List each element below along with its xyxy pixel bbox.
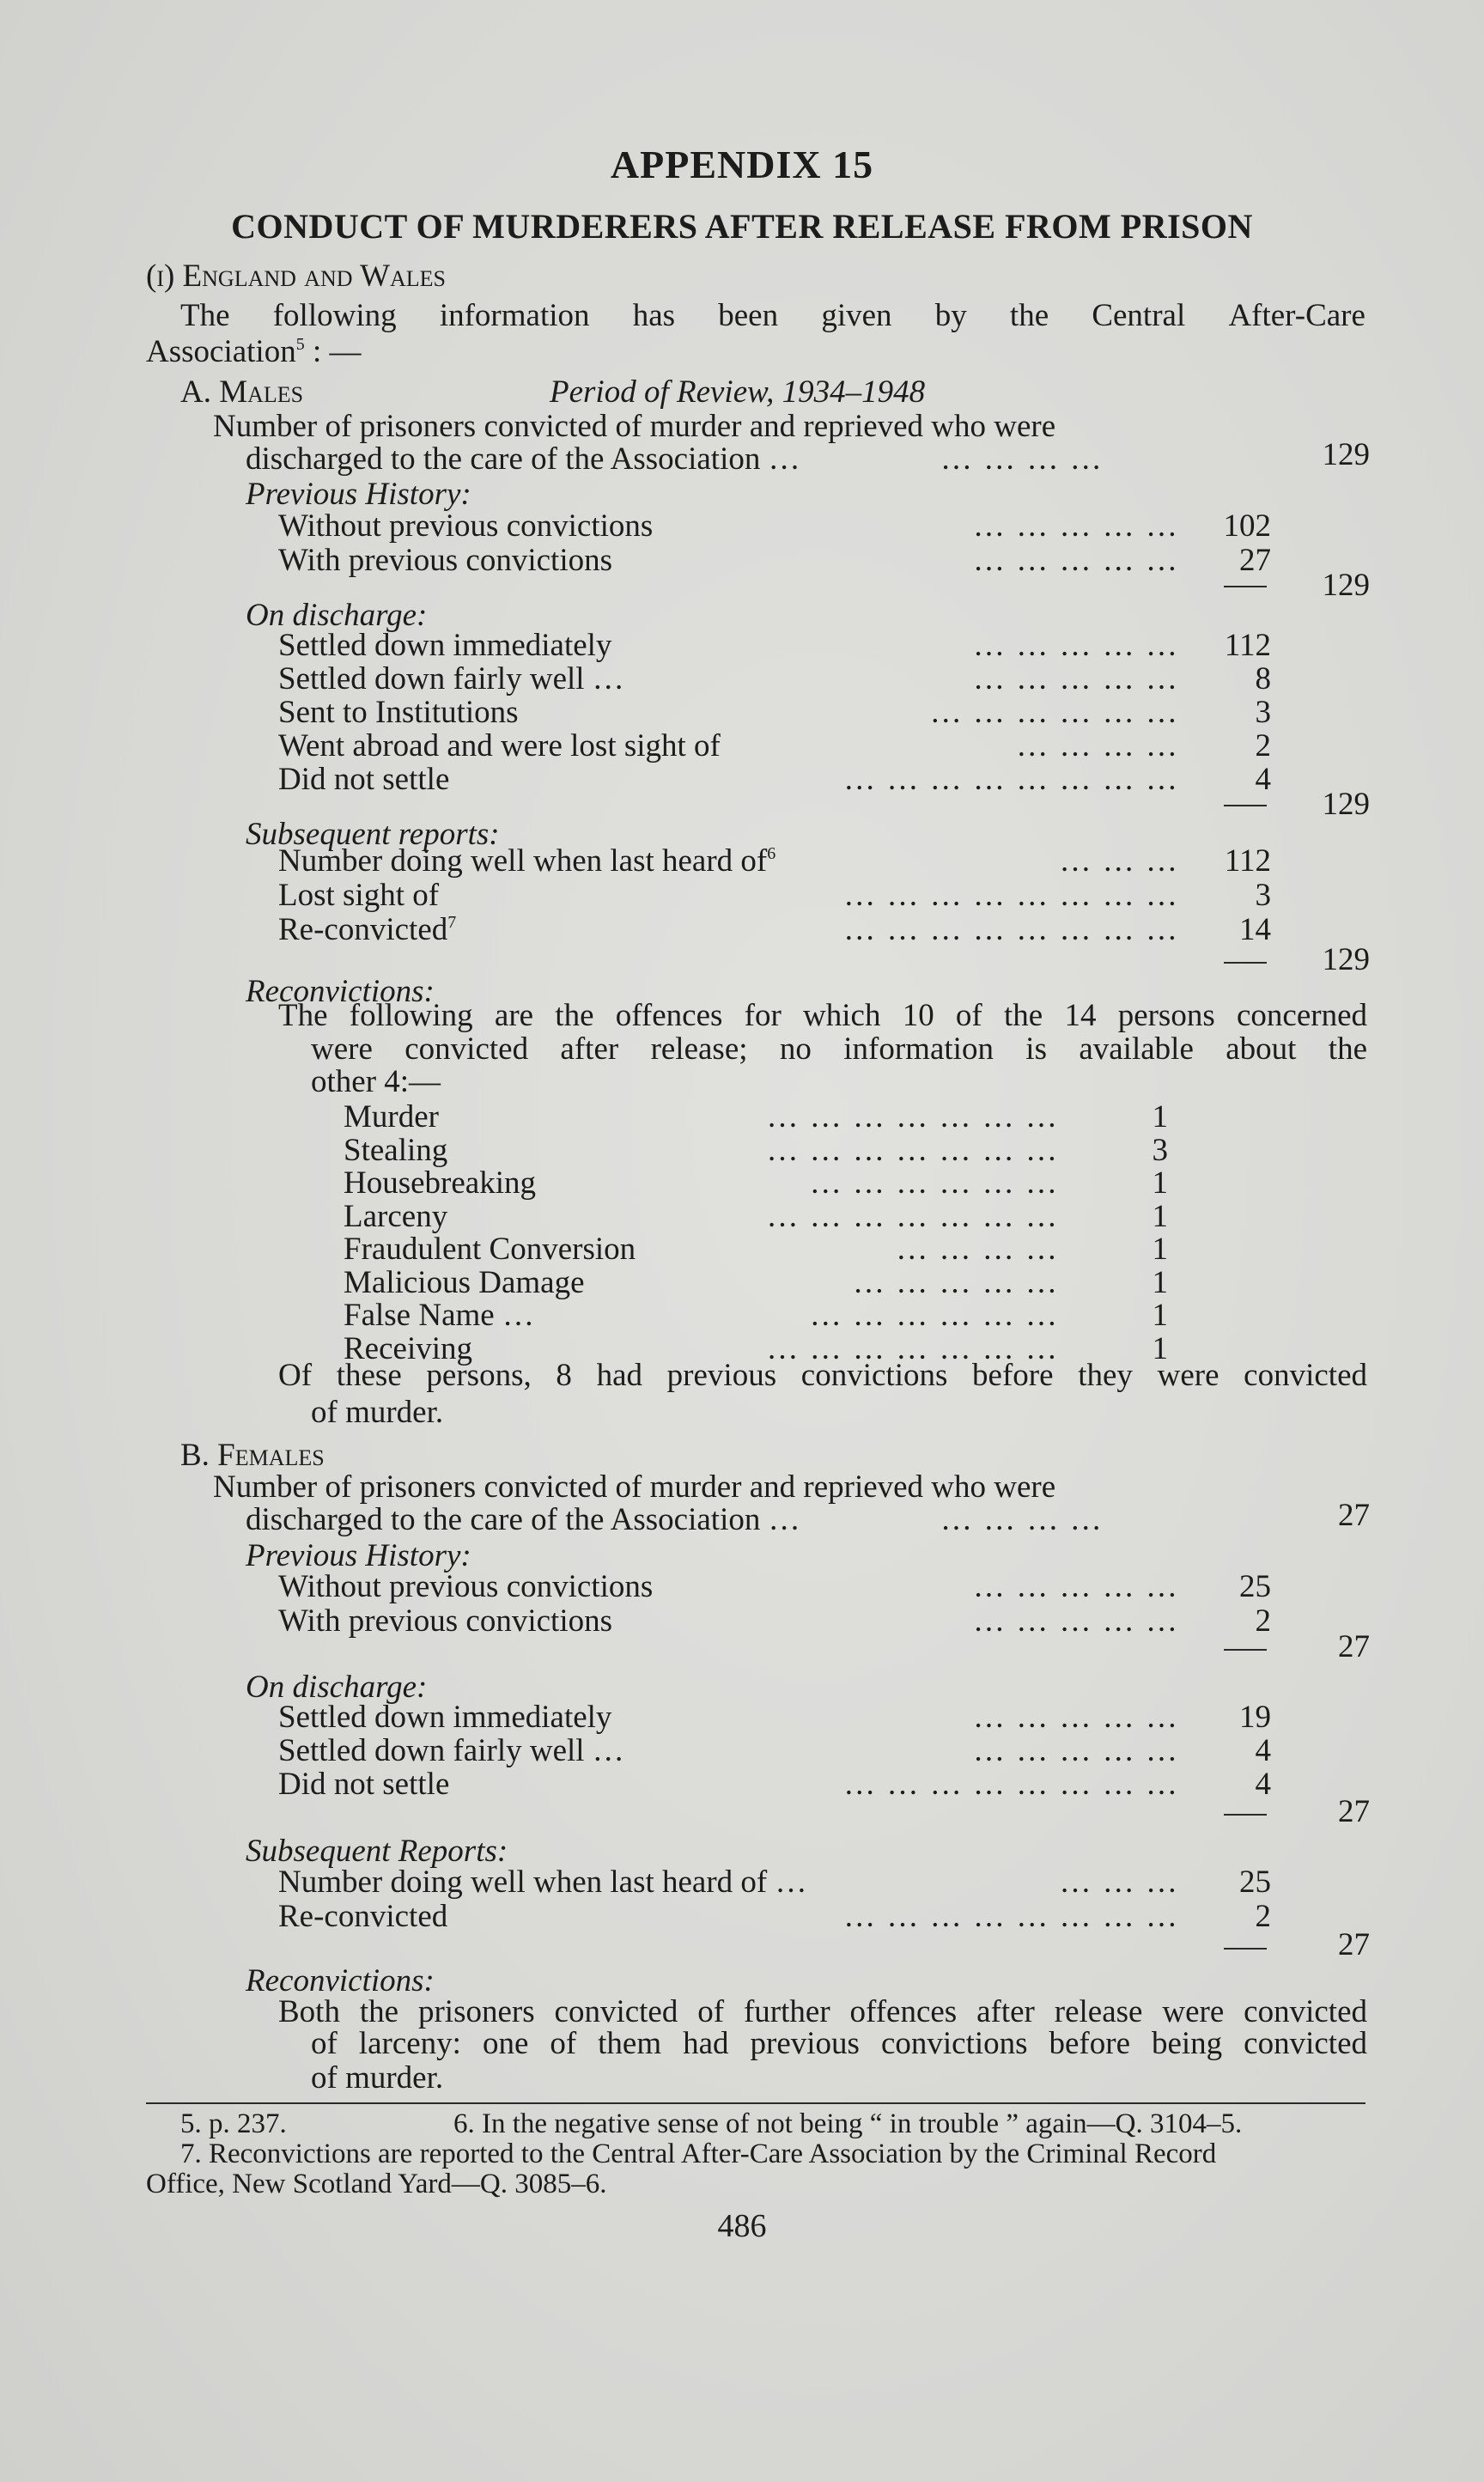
row-value: 4 [1255,1767,1271,1802]
subtotal-rule [1224,1649,1267,1651]
row-value: 8 [1255,661,1271,697]
dot-leader: … … … … … … … … [843,912,1179,947]
males-intro-line-1: Number of prisoners convicted of murder and reprieved who were [213,409,1056,444]
row-value: 4 [1255,1733,1271,1768]
females-reconvictions-text-3: of murder. [311,2060,444,2096]
dot-leader: … … … … … [973,1700,1179,1735]
males-subsequent-reports-total: 129 [1322,942,1370,977]
dot-leader: … … … … … [973,1569,1179,1604]
dot-leader: … … … … … [973,628,1179,663]
row-label [278,1700,611,1735]
dot-leader: … … … [1059,843,1179,879]
males-previous-history-total: 129 [1322,568,1370,603]
row-value: 19 [1239,1700,1271,1735]
dot-leader: … … … … … … … … [843,1899,1179,1934]
intro-word: the [1009,298,1049,333]
dot-leader: … … … … [896,1232,1059,1267]
row-label [344,1166,536,1201]
row-label [278,1865,807,1900]
males-on-discharge-total: 129 [1322,787,1370,822]
row-label [278,509,653,544]
row-label-text: Sent to Institutions [278,695,519,730]
subtotal-rule [1224,1814,1267,1816]
dot-leader: … … … … [940,1502,1104,1537]
row-label [344,1134,447,1168]
row-label [344,1232,636,1267]
row-value: 1 [1152,1198,1168,1234]
footnote-ref: 7 [447,913,457,932]
dot-leader: … … … … … … [929,695,1179,730]
row-value: 1 [1152,1298,1168,1333]
females-reconvictions-label: Reconvictions: [246,1963,435,1998]
dot-leader: … … … … … … … [766,1330,1059,1366]
males-reconvictions-text-1: The following are the offences for which 10 of the 14 persons concerned [278,998,1367,1033]
subtotal-rule [1224,805,1267,806]
males-reconvictions-closing-1: Of these persons, 8 had previous convictions before they were convicted [278,1358,1367,1393]
dot-leader: … … … … … … [809,1165,1059,1201]
row-value: 1 [1152,1165,1168,1201]
males-reconvictions-label: Reconvictions: [246,974,435,1009]
males-reconvictions-closing-2: of murder. [311,1395,444,1430]
dot-leader: … … … … … [973,508,1179,544]
row-label-text: Without previous convictions [278,1569,654,1604]
section-label: (i) England and Wales [146,259,446,294]
row-value: 102 [1223,508,1271,544]
males-heading: A. Males [180,374,304,410]
females-total: 27 [1338,1498,1370,1533]
page-subtitle: CONDUCT OF MURDERERS AFTER RELEASE FROM PRISON [231,207,1253,246]
row-label-text: Did not settle [278,762,450,797]
row-label-text: Stealing [344,1132,448,1168]
row-label [278,913,456,947]
row-label [278,1900,447,1934]
dot-leader: … … … [1059,1865,1179,1900]
row-label [278,879,439,913]
row-value: 3 [1255,878,1271,913]
males-previous-history-label: Previous History: [246,477,471,512]
row-label-text: With previous convictions [278,1603,613,1639]
row-label-text: Settled down immediately [278,628,612,663]
females-subsequent-reports-total: 27 [1338,1927,1370,1962]
row-label [278,1570,653,1604]
row-value: 3 [1152,1132,1168,1168]
row-label-text: False Name … [344,1298,534,1333]
females-previous-history-total: 27 [1338,1629,1370,1664]
row-value: 112 [1224,843,1271,879]
row-label-text: Housebreaking [344,1165,536,1201]
males-on-discharge-label: On discharge: [246,598,428,633]
subtotal-rule [1224,962,1267,964]
row-label-text: Re-convicted [278,912,448,947]
row-label-text: Settled down fairly well … [278,661,624,697]
row-value: 1 [1152,1330,1168,1366]
row-label [278,1767,449,1802]
row-label [344,1200,447,1234]
row-value: 112 [1224,628,1271,663]
row-value: 1 [1152,1232,1168,1267]
row-label-text: Number doing well when last heard of [278,843,768,879]
row-label-text: With previous convictions [278,543,613,578]
footnote-ref: 6 [767,844,776,863]
females-intro-line-1: Number of prisoners convicted of murder and reprieved who were [213,1469,1056,1505]
footnote-7-line-2: Office, New Scotland Yard—Q. 3085–6. [146,2169,607,2199]
females-on-discharge-label: On discharge: [246,1670,428,1705]
females-on-discharge-total: 27 [1338,1794,1370,1829]
row-value: 2 [1255,1899,1271,1934]
row-value: 2 [1255,728,1271,763]
males-subsequent-reports-label: Subsequent reports: [246,817,500,852]
dot-leader: … … … … … … … … [843,762,1179,797]
row-label-text: Re-convicted [278,1899,448,1934]
row-label-text: Went abroad and were lost sight of [278,728,721,763]
row-label [278,544,612,578]
dot-leader: … … … … … [973,543,1179,578]
dot-leader: … … … … [940,441,1104,477]
row-label-text: Larceny [344,1198,448,1234]
females-reconvictions-text-1: Both the prisoners convicted of further offences after release were convicted [278,1994,1367,2029]
page-number: 486 [717,2208,767,2244]
row-label [344,1100,439,1135]
dot-leader: … … … … … [973,1603,1179,1639]
intro-line-2: Association$^5$ : — [146,334,362,369]
dot-leader: … … … … … … … … [843,1767,1179,1802]
males-period: Period of Review, 1934–1948 [550,374,926,410]
footnote-5: 5. p. 237. [180,2108,287,2139]
row-label-text: Receiving [344,1330,473,1366]
dot-leader: … … … … [1016,728,1179,763]
row-label [278,1604,612,1639]
row-label [278,763,449,797]
intro-word: has [632,298,676,333]
row-label-text: Lost sight of [278,878,440,913]
intro-word: been [718,298,779,333]
row-value: 1 [1152,1264,1168,1300]
females-reconvictions-text-2: of larceny: one of them had previous convictions before being convicted [311,2026,1367,2061]
subtotal-rule [1224,1948,1267,1950]
row-value: 1 [1152,1099,1168,1135]
intro-word: given [821,298,892,333]
row-value: 14 [1239,912,1271,947]
intro-word: Central [1092,298,1186,333]
row-label-text: Without previous convictions [278,508,654,544]
dot-leader: … … … … … [853,1264,1059,1300]
footnote-rule [146,2102,1365,2104]
row-label-text: Settled down fairly well … [278,1733,624,1768]
subtotal-rule [1224,586,1267,587]
row-label-text: Murder [344,1099,439,1135]
dot-leader: … … … … … … … [766,1198,1059,1234]
page-title: APPENDIX 15 [610,143,874,186]
row-label-text: Fraudulent Conversion [344,1232,636,1267]
dot-leader: … … … … … … [809,1298,1059,1333]
row-label-text: Number doing well when last heard of … [278,1865,807,1900]
males-reconvictions-text-2: were convicted after release; no information is available about the [311,1031,1367,1067]
row-value: 25 [1239,1865,1271,1900]
dot-leader: … … … … … … … [766,1132,1059,1168]
intro-word: information [439,298,590,333]
row-value: 4 [1255,762,1271,797]
males-intro-line-2: discharged to the care of the Association … [246,441,800,477]
intro-word: After-Care [1228,298,1365,333]
females-subsequent-reports-label: Subsequent Reports: [246,1834,508,1869]
intro-word: The [180,298,230,333]
row-label [278,629,611,663]
intro-word: by [934,298,967,333]
dot-leader: … … … … … … … [766,1099,1059,1135]
row-label [278,844,775,879]
row-value: 3 [1255,695,1271,730]
footnote-6: 6. In the negative sense of not being “ in trouble ” again—Q. 3104–5. [453,2108,1243,2139]
dot-leader: … … … … … [973,661,1179,697]
females-previous-history-label: Previous History: [246,1538,471,1573]
row-value: 25 [1239,1569,1271,1604]
intro-word: following [272,298,397,333]
row-label-text: Did not settle [278,1767,450,1802]
males-total: 129 [1322,437,1370,472]
males-reconvictions-text-3: other 4:— [311,1064,441,1099]
dot-leader: … … … … … [973,1733,1179,1768]
females-intro-line-2: discharged to the care of the Association … [246,1502,800,1537]
row-label [344,1266,585,1300]
row-label [344,1299,534,1333]
females-heading: B. Females [180,1438,325,1473]
dot-leader: … … … … … … … … [843,878,1179,913]
intro-line-1 [180,299,1365,333]
row-label [278,1734,624,1768]
row-label-text: Settled down immediately [278,1700,612,1735]
row-label [278,662,624,697]
row-value: 27 [1239,543,1271,578]
row-value: 2 [1255,1603,1271,1639]
row-label [278,696,519,730]
row-label-text: Malicious Damage [344,1264,585,1300]
row-label [278,729,721,763]
footnote-7-line-1: 7. Reconvictions are reported to the Central After-Care Association by the Criminal Record [180,2138,1217,2169]
